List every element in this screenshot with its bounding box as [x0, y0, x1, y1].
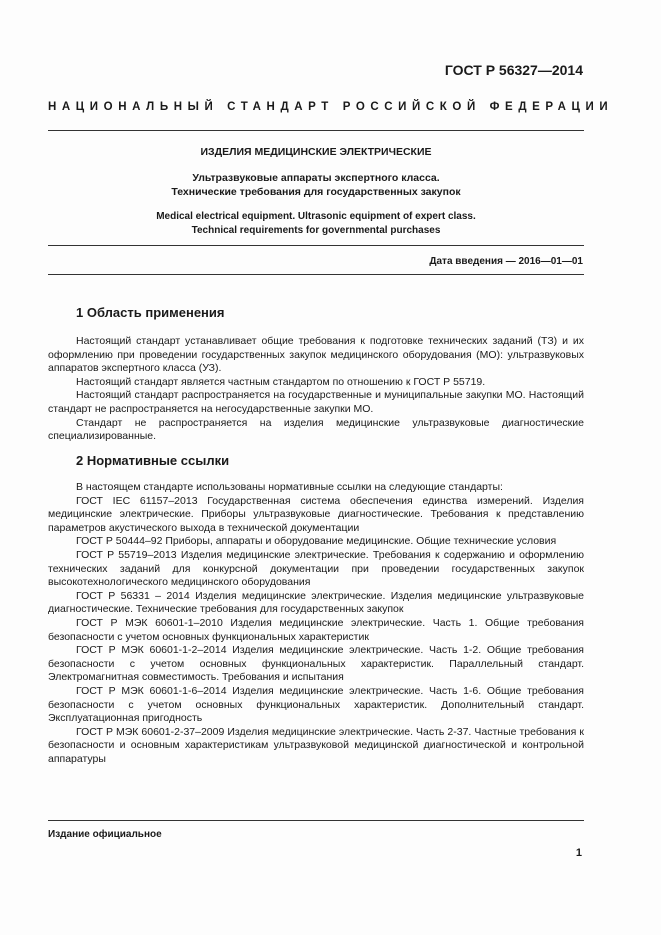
title-divider	[48, 245, 584, 246]
subtitle-line-1: Ультразвуковые аппараты экспертного класса.	[192, 172, 440, 184]
reference-item: ГОСТ Р 55719–2013 Изделия медицинские электрические. Требования к содержанию и оформлению технических заданий для конкурсной документации при проведении государственных закупок высокотехнологического медицинского оборудования	[48, 548, 584, 589]
section-2-heading: 2 Нормативные ссылки	[76, 453, 230, 468]
reference-item: ГОСТ Р 56331 – 2014 Изделия медицинские электрические. Изделия медицинские ультразвуковые диагностические. Технические требования для государственных закупок	[48, 589, 584, 616]
title-en-line-1: Medical electrical equipment. Ultrasonic equipment of expert class.	[156, 211, 476, 222]
national-standard-banner: НАЦИОНАЛЬНЫЙ СТАНДАРТ РОССИЙСКОЙ ФЕДЕРАЦИИ	[48, 101, 614, 113]
reference-item: ГОСТ Р 50444–92 Приборы, аппараты и оборудование медицинские. Общие технические условия	[76, 535, 557, 548]
document-subtitle-ru	[48, 171, 584, 199]
paragraph: Настоящий стандарт устанавливает общие требования к подготовке технических заданий (ТЗ) и их оформлению при проведении государственных закупок медицинского оборудования (МО): ультразвуковых аппаратов экспертного класса (УЗ).	[48, 335, 584, 375]
standard-code: ГОСТ Р 56327—2014	[444, 62, 583, 78]
footer-divider	[48, 820, 584, 821]
header-divider	[48, 130, 584, 131]
official-edition-label: Издание официальное	[48, 829, 162, 840]
title-en-line-2: Technical requirements for governmental purchases	[191, 225, 441, 236]
paragraph: Настоящий стандарт распространяется на государственные и муниципальные закупки МО. Настоящий стандарт не распространяется на негосударственные закупки МО.	[48, 389, 584, 415]
date-divider	[48, 274, 584, 275]
page-number: 1	[575, 847, 582, 859]
section-1-body	[48, 335, 584, 444]
paragraph: Стандарт не распространяется на изделия медицинские ультразвуковые диагностические специализированные.	[48, 416, 584, 443]
section-1-heading: 1 Область применения	[76, 305, 225, 320]
reference-item: ГОСТ Р МЭК 60601-2-37–2009 Изделия медицинские электрические. Часть 2-37. Частные требования к безопасности и основным характеристикам ультразвуковой медицинской диагностической и контрольной аппаратуры	[48, 725, 584, 765]
reference-item: ГОСТ Р МЭК 60601-1-2–2014 Изделия медицинские электрические. Часть 1-2. Общие требования безопасности с учетом основных функциональных характеристик. Параллельный стандарт. Электромагнитная совместимость. Требования и испытания	[48, 644, 584, 684]
document-title-en	[48, 210, 584, 238]
reference-item: ГОСТ Р МЭК 60601-1-6–2014 Изделия медицинские электрические. Часть 1-6. Общие требования безопасности с учетом основных функциональных характеристик. Дополнительный стандарт. Эксплуатационная пригодность	[48, 684, 584, 725]
introduction-date: Дата введения — 2016—01—01	[429, 256, 583, 267]
paragraph: Настоящий стандарт является частным стандартом по отношению к ГОСТ Р 55719.	[76, 375, 486, 388]
subtitle-line-2: Технические требования для государственных закупок	[171, 186, 461, 198]
reference-item: ГОСТ Р МЭК 60601-1–2010 Изделия медицинские электрические. Часть 1. Общие требования безопасности с учетом основных функциональных характеристик	[48, 616, 584, 643]
document-title-ru: ИЗДЕЛИЯ МЕДИЦИНСКИЕ ЭЛЕКТРИЧЕСКИЕ	[200, 146, 432, 158]
reference-item: ГОСТ IEC 61157–2013 Государственная система обеспечения единства измерений. Изделия медицинские электрические. Приборы ультразвуковые диагностические. Требования к представлению параметров акустического выхода в технической документации	[48, 494, 584, 534]
paragraph: В настоящем стандарте использованы нормативные ссылки на следующие стандарты:	[76, 481, 503, 493]
section-2-body	[48, 481, 584, 766]
